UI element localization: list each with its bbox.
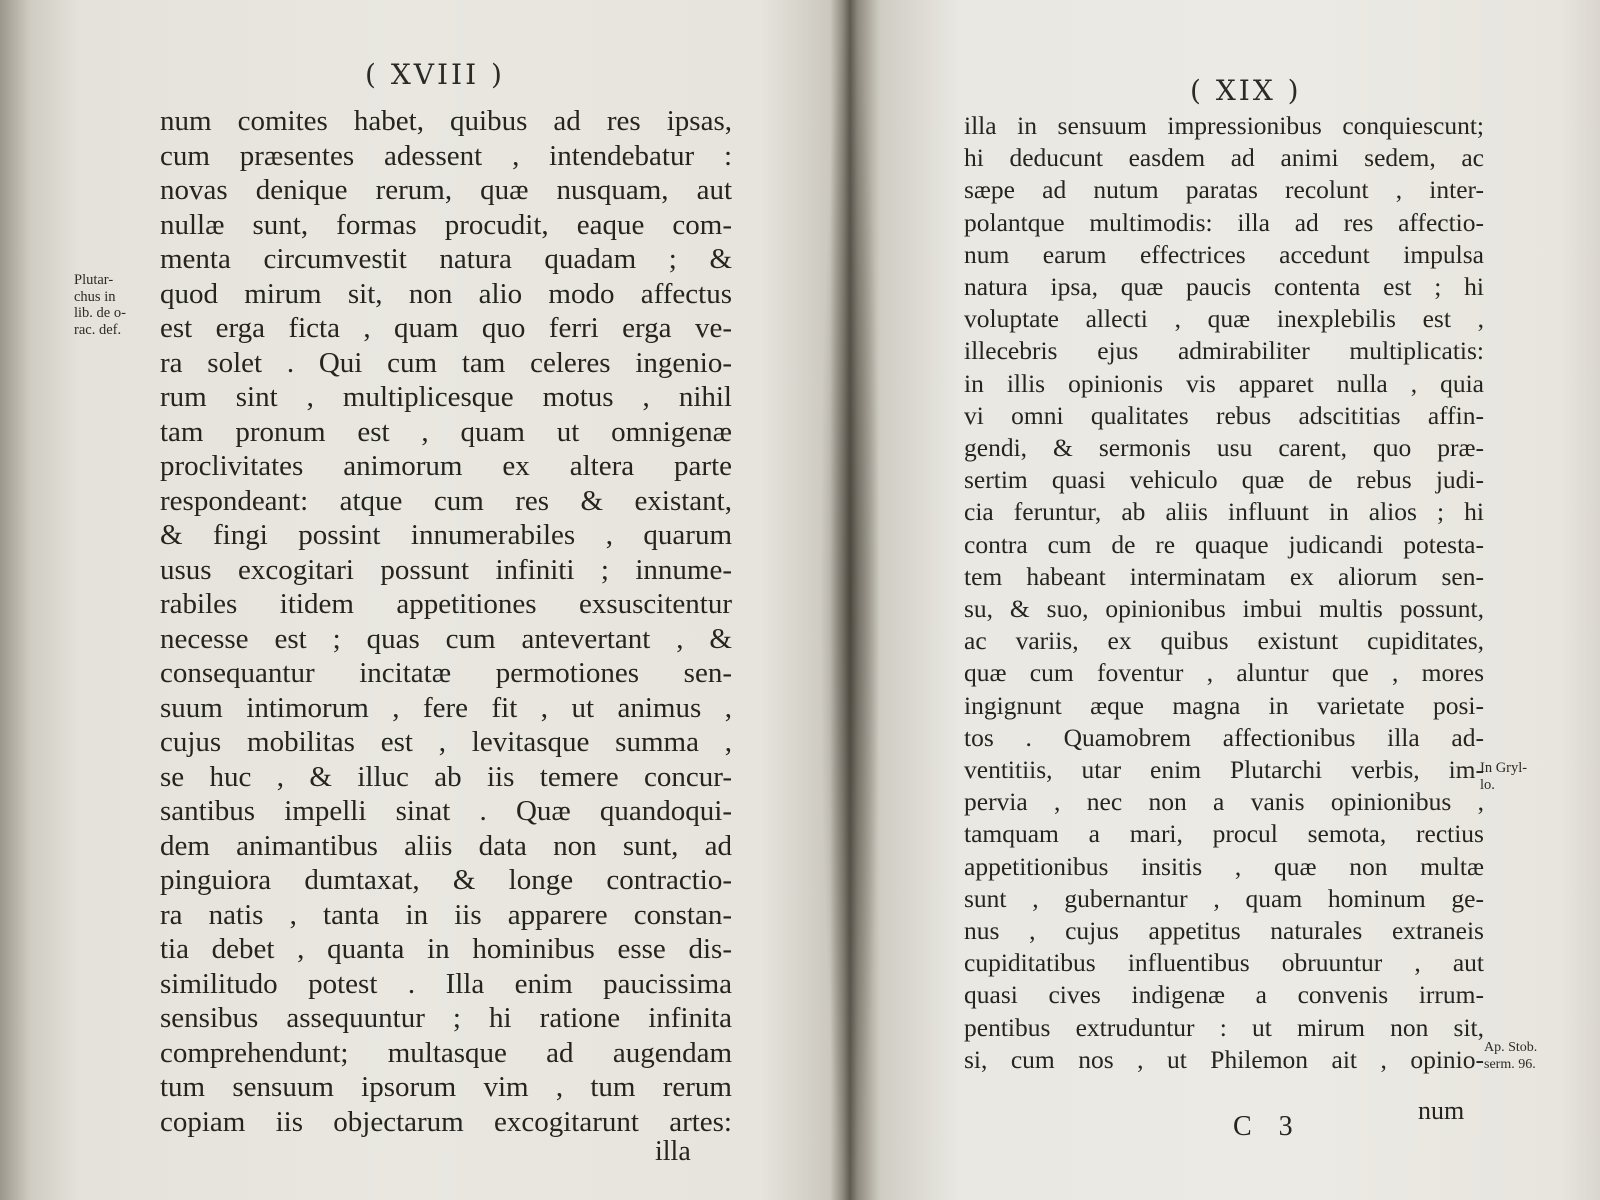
text-line: tia debet , quanta in hominibus esse dis- xyxy=(160,933,732,965)
text-line: est erga ficta , quam quo ferri erga ve- xyxy=(160,312,732,344)
text-line: tem habeant interminatam ex aliorum sen- xyxy=(964,561,1484,591)
text-line: & fingi possint innumerabiles , quarum xyxy=(160,519,732,551)
text-line: dem animantibus aliis data non sunt, ad xyxy=(160,829,732,862)
text-line: natura ipsa, quæ paucis contenta est ; hi xyxy=(964,272,1484,302)
text-line: illa in sensuum impressionibus conquiescunt; xyxy=(964,111,1484,140)
text-line: tamquam a mari, procul semota, rectius xyxy=(964,819,1484,849)
text-line: quæ cum foventur , aluntur que , mores xyxy=(964,658,1484,688)
signature-mark: C 3 xyxy=(1233,1111,1303,1142)
text-line: santibus impelli sinat . Quæ quandoqui- xyxy=(160,795,732,827)
text-line: quasi cives indigenæ a convenis irrum- xyxy=(964,980,1484,1010)
text-line: proclivitates animorum ex altera parte xyxy=(160,450,732,482)
right-catchword: num xyxy=(1418,1096,1465,1125)
text-line: gendi, & sermonis usu carent, quo præ- xyxy=(964,433,1484,463)
text-line: num comites habet, quibus ad res ipsas, xyxy=(160,105,732,137)
margin-note-line: rac. def. xyxy=(74,321,122,338)
text-line: ac variis, ex quibus existunt cupiditates, xyxy=(964,626,1484,656)
text-line: hi deducunt easdem ad animi sedem, ac xyxy=(964,143,1484,173)
text-line: novas denique rerum, quæ nusquam, aut xyxy=(160,174,732,206)
text-line: suum intimorum , fere fit , ut animus , xyxy=(160,691,732,724)
text-line: in illis opinionis vis apparet nulla , quia xyxy=(964,368,1484,398)
text-line: similitudo potest . Illa enim paucissima xyxy=(160,967,732,1000)
right-page-body xyxy=(964,110,1484,1076)
margin-note-line: Ap. Stob. xyxy=(1484,1040,1538,1055)
left-page-number: ( XVIII ) xyxy=(365,58,505,91)
left-page-body xyxy=(160,104,732,1139)
text-line: sæpe ad nutum paratas recolunt , inter- xyxy=(964,175,1484,205)
margin-note-gryllo xyxy=(1480,760,1560,793)
margin-note-stobaeus xyxy=(1484,1040,1564,1073)
left-catchword: illa xyxy=(655,1136,691,1167)
text-line: comprehendunt; multasque ad augendam xyxy=(160,1036,732,1069)
text-line: cupiditatibus influentibus obruuntur , aut xyxy=(964,948,1484,978)
right-page xyxy=(860,0,1600,1200)
text-line: pinguiora dumtaxat, & longe contractio- xyxy=(160,864,732,896)
text-line: respondeant: atque cum res & existant, xyxy=(160,484,732,517)
text-line: cum præsentes adessent , intendebatur : xyxy=(160,139,732,172)
text-line: su, & suo, opinionibus imbui multis possunt, xyxy=(964,594,1484,624)
text-line: num earum effectrices accedunt impulsa xyxy=(964,239,1484,269)
text-line: consequantur incitatæ permotiones sen- xyxy=(160,657,732,689)
text-line: sensibus assequuntur ; hi ratione infinita xyxy=(160,1002,732,1034)
text-line: sertim quasi vehiculo quæ de rebus judi- xyxy=(964,465,1484,495)
text-line: copiam iis objectarum excogitarunt artes: xyxy=(160,1105,732,1138)
text-line: se huc , & illuc ab iis temere concur- xyxy=(160,760,732,793)
text-line: ra natis , tanta in iis apparere constan- xyxy=(160,898,732,931)
text-line: rum sint , multiplicesque motus , nihil xyxy=(160,381,732,413)
text-line: ventitiis, utar enim Plutarchi verbis, im- xyxy=(964,755,1484,785)
margin-note-line: In Gryl- xyxy=(1480,760,1528,776)
right-page-number: ( XIX ) xyxy=(1190,74,1302,107)
text-line: voluptate allecti , quæ inexplebilis est , xyxy=(964,304,1484,334)
text-line: menta circumvestit natura quadam ; & xyxy=(160,243,732,275)
text-line: tam pronum est , quam ut omnigenæ xyxy=(160,415,732,448)
text-line: nullæ sunt, formas procudit, eaque com- xyxy=(160,208,732,241)
text-line: cia feruntur, ab aliis influunt in alios ; hi xyxy=(964,497,1484,527)
text-line: appetitionibus insitis , quæ non multæ xyxy=(964,851,1484,881)
text-line: si, cum nos , ut Philemon ait , opinio- xyxy=(964,1044,1484,1074)
text-line: vi omni qualitates rebus adscititias affin- xyxy=(964,400,1484,430)
margin-note-line: lo. xyxy=(1480,776,1495,793)
margin-note-line: chus in xyxy=(74,288,116,305)
text-line: quod mirum sit, non alio modo affectus xyxy=(160,277,732,310)
text-line: illecebris ejus admirabiliter multiplicatis: xyxy=(964,336,1484,366)
margin-note-line: lib. de o- xyxy=(74,305,126,321)
text-line: polantque multimodis: illa ad res affectio- xyxy=(964,207,1484,237)
margin-note-line: serm. 96. xyxy=(1484,1056,1536,1072)
text-line: pervia , nec non a vanis opinionibus , xyxy=(964,787,1484,817)
margin-note-plutarch xyxy=(74,272,162,338)
text-line: cujus mobilitas est , levitasque summa , xyxy=(160,726,732,758)
text-line: contra cum de re quaque judicandi potesta- xyxy=(964,529,1484,559)
text-line: tum sensuum ipsorum vim , tum rerum xyxy=(160,1071,732,1103)
text-line: nus , cujus appetitus naturales extraneis xyxy=(964,916,1484,946)
text-line: rabiles itidem appetitiones exsuscitentur xyxy=(160,588,732,620)
text-line: ra solet . Qui cum tam celeres ingenio- xyxy=(160,346,732,379)
text-line: pentibus extruduntur : ut mirum non sit, xyxy=(964,1012,1484,1042)
text-line: ingignunt æque magna in varietate posi- xyxy=(964,690,1484,720)
text-line: usus excogitari possunt infiniti ; innume- xyxy=(160,553,732,586)
text-line: tos . Quamobrem affectionibus illa ad- xyxy=(964,722,1484,752)
margin-note-line: Plutar- xyxy=(74,272,114,288)
text-line: necesse est ; quas cum antevertant , & xyxy=(160,622,732,655)
text-line: sunt , gubernantur , quam hominum ge- xyxy=(964,883,1484,913)
